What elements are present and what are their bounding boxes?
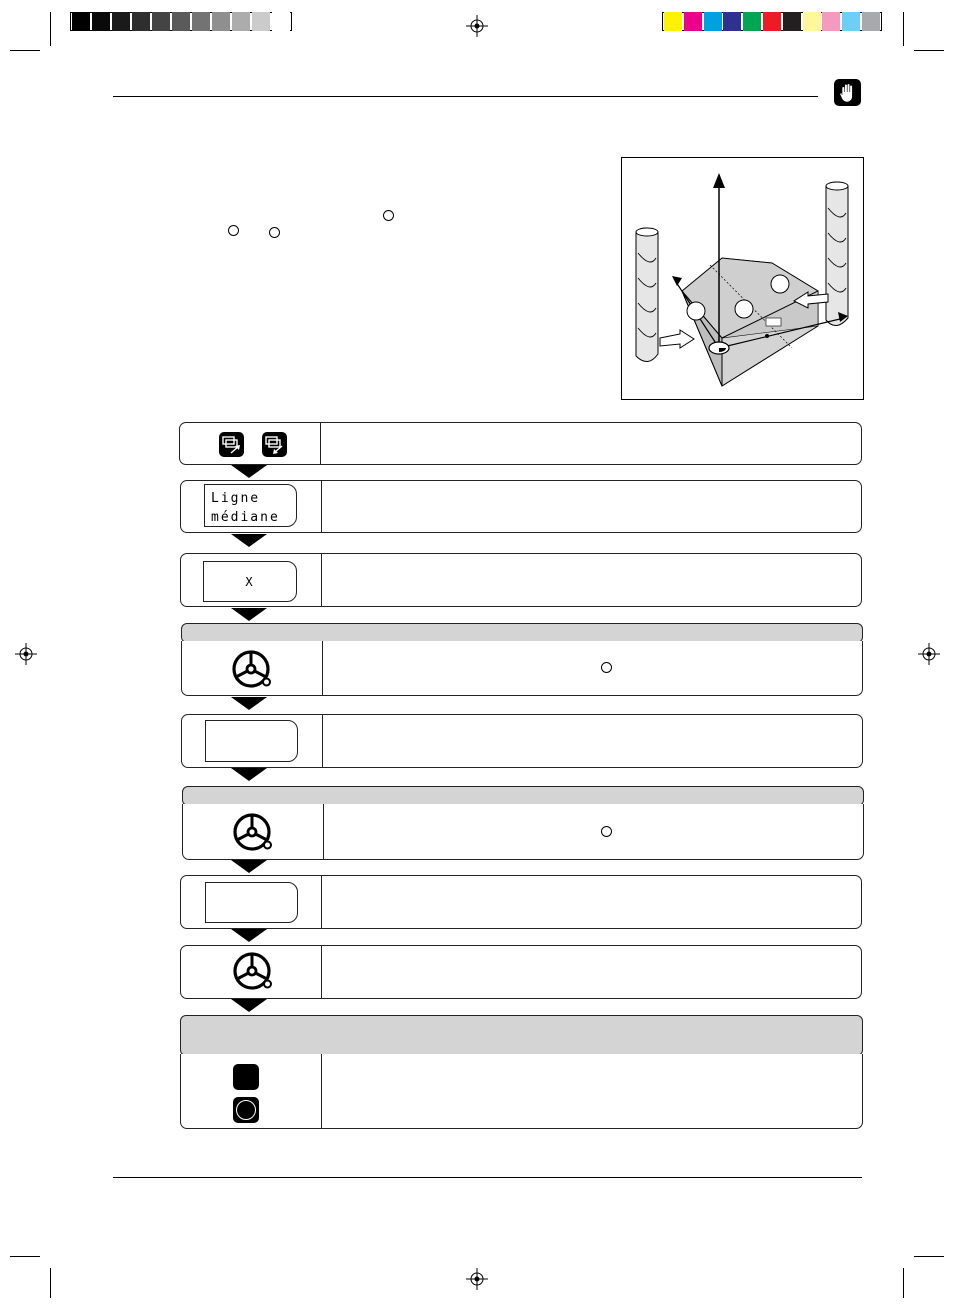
color-swatch: [862, 12, 880, 31]
reference-marker-icon: [601, 826, 612, 837]
handwheel-icon: [230, 648, 274, 692]
gray-swatch: [92, 12, 110, 31]
clear-key-icon[interactable]: [233, 1097, 259, 1123]
color-swatch: [842, 12, 860, 31]
flow-arrow-icon: [231, 768, 267, 781]
hand-icon: [834, 79, 861, 106]
flow-arrow-icon: [231, 999, 267, 1012]
crop-mark: [914, 50, 944, 51]
color-swatch: [822, 12, 840, 31]
gray-swatch: [212, 12, 230, 31]
softkey-display[interactable]: [204, 484, 297, 527]
milling-tool-right: [826, 182, 848, 326]
gray-swatch: [152, 12, 170, 31]
header-rule: [113, 96, 818, 97]
centerline-probing-illustration: [622, 158, 863, 399]
gray-swatch: [132, 12, 150, 31]
crop-mark: [914, 1256, 944, 1257]
mode-label-line1: Ligne: [211, 491, 261, 506]
color-swatch: [664, 12, 682, 31]
gray-swatch: [252, 12, 270, 31]
flow-arrow-icon: [231, 465, 267, 478]
step-move-to-edge-2: [182, 804, 864, 860]
registration-mark-icon: [918, 643, 940, 665]
reference-marker-icon: [383, 210, 394, 221]
flow-arrow-icon: [231, 534, 267, 547]
color-swatch: [704, 12, 722, 31]
mode-label-line2: médiane: [211, 510, 280, 525]
gray-swatch: [192, 12, 210, 31]
illustration-frame: [621, 157, 864, 400]
gray-swatch: [272, 12, 290, 31]
footer-rule: [113, 1177, 862, 1178]
softkey-display-empty[interactable]: [205, 720, 298, 762]
softkey-display-empty[interactable]: [205, 882, 298, 923]
crop-mark: [50, 12, 51, 46]
gray-swatch: [172, 12, 190, 31]
step-enter-value: [180, 1054, 863, 1129]
color-swatch: [803, 12, 821, 31]
crop-mark: [10, 50, 40, 51]
gray-swatch: [72, 12, 90, 31]
reference-marker-icon: [601, 662, 612, 673]
color-swatch: [783, 12, 801, 31]
flow-arrow-icon: [231, 697, 267, 710]
color-swatch: [743, 12, 761, 31]
flow-arrow-icon: [231, 860, 267, 873]
flow-arrow-icon: [231, 608, 267, 621]
crop-mark: [903, 12, 904, 46]
crop-mark: [10, 1256, 40, 1257]
milling-tool-left: [636, 228, 658, 362]
gray-swatch: [232, 12, 250, 31]
section-band: [180, 1015, 863, 1056]
step-move-away: [180, 945, 862, 999]
color-swatch: [763, 12, 781, 31]
registration-mark-icon: [466, 15, 488, 37]
handwheel-icon: [231, 811, 275, 855]
gray-swatch: [112, 12, 130, 31]
flow-arrow-icon: [231, 929, 267, 942]
color-swatch: [684, 12, 702, 31]
axis-softkey-display[interactable]: [203, 561, 297, 602]
softkey-arrow-down-icon[interactable]: [262, 432, 287, 457]
color-swatch: [723, 12, 741, 31]
softkey-arrow-up-icon[interactable]: [219, 432, 244, 457]
handwheel-icon: [231, 950, 275, 994]
enter-key-icon[interactable]: [233, 1064, 259, 1090]
reference-marker-icon: [228, 225, 239, 236]
registration-mark-icon: [15, 643, 37, 665]
crop-mark: [903, 1268, 904, 1298]
crop-mark: [50, 1268, 51, 1298]
registration-mark-icon: [466, 1268, 488, 1290]
step-move-to-edge-1: [181, 641, 863, 696]
axis-label: X: [245, 575, 255, 589]
reference-marker-icon: [269, 227, 280, 238]
section-band: [182, 786, 864, 806]
section-band: [181, 623, 863, 643]
